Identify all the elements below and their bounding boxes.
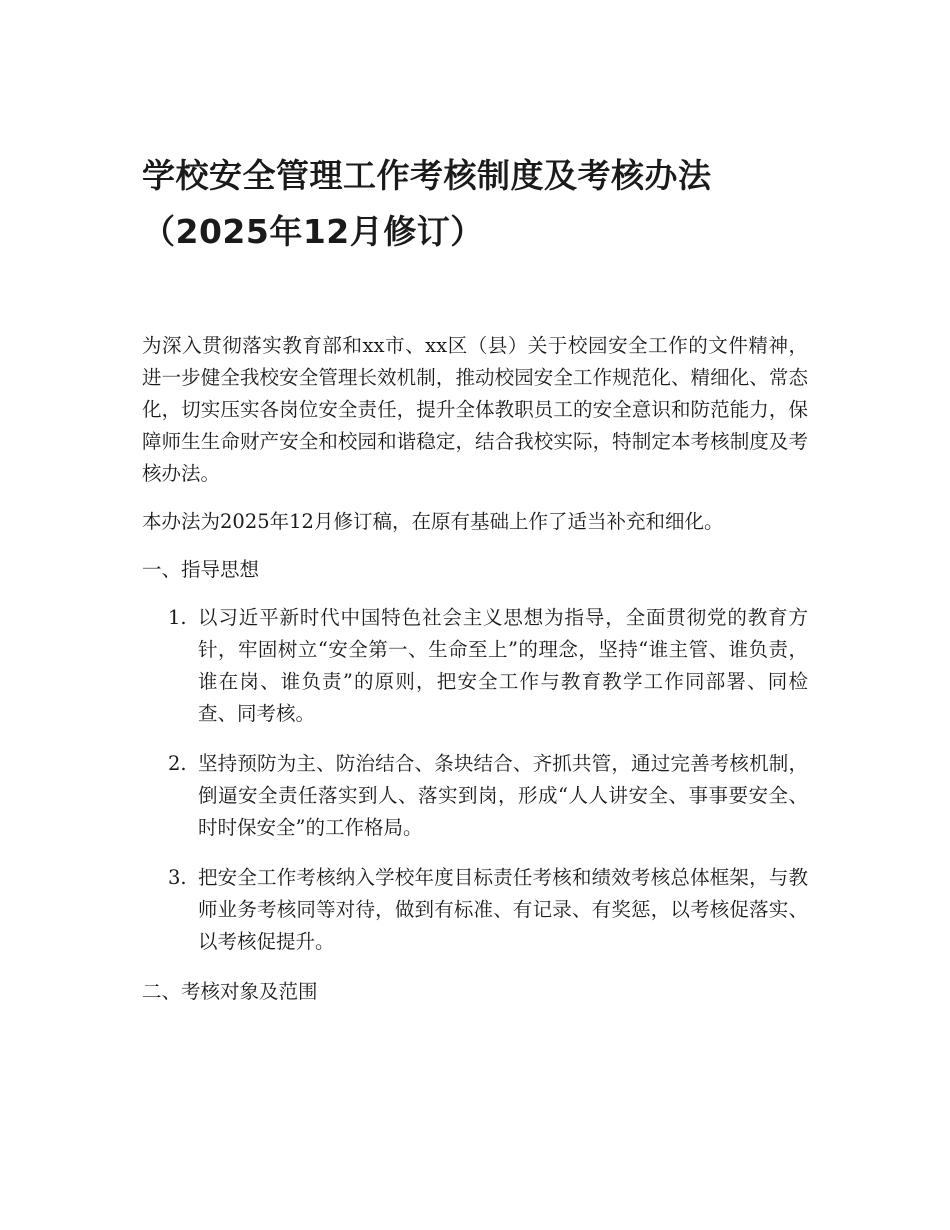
section-heading-guiding-ideology: 一、指导思想: [142, 558, 260, 581]
list-item-number: 3.: [168, 866, 187, 889]
list-item-text: 坚持预防为主、防治结合、条块结合、齐抓共管，通过完善考核机制，倒逼安全责任落实到人、落实到岗，形成“人人讲安全、事事要安全、时时保安全”的工作格局。: [198, 752, 808, 839]
intro-paragraph: 为深入贯彻落实教育部和xx市、xx区（县）关于校园安全工作的文件精神，进一步健全我校安全管理长效机制，推动校园安全工作规范化、精细化、常态化，切实压实各岗位安全责任，提升全体教职员工的安全意识和防范能力，保障师生生命财产安全和校园和谐稳定，结合我校实际，特制定本考核制度及考核办法。: [142, 334, 808, 485]
list-item-text: 把安全工作考核纳入学校年度目标责任考核和绩效考核总体框架，与教师业务考核同等对待，做到有标准、有记录、有奖惩，以考核促落实、以考核促提升。: [198, 866, 808, 953]
list-item-number: 1.: [168, 606, 187, 629]
document-title: [142, 148, 842, 260]
list-item: [142, 748, 808, 844]
list-item-text: 以习近平新时代中国特色社会主义思想为指导，全面贯彻党的教育方针，牢固树立“安全第一、生命至上”的理念，坚持“谁主管、谁负责，谁在岗、谁负责”的原则，把安全工作与教育教学工作同部署、同检查、同考核。: [198, 606, 808, 725]
guiding-ideology-list: [142, 602, 808, 958]
section-heading-scope: 二、考核对象及范围: [142, 980, 318, 1003]
document-body: [142, 330, 808, 1024]
list-item: [142, 602, 808, 730]
list-item-number: 2.: [168, 752, 187, 775]
revision-note: 本办法为2025年12月修订稿，在原有基础上作了适当补充和细化。: [142, 510, 724, 533]
title-line-1: 学校安全管理工作考核制度及考核办法: [142, 156, 712, 195]
list-item: [142, 862, 808, 958]
title-line-2: （2025年12月修订）: [142, 212, 484, 251]
